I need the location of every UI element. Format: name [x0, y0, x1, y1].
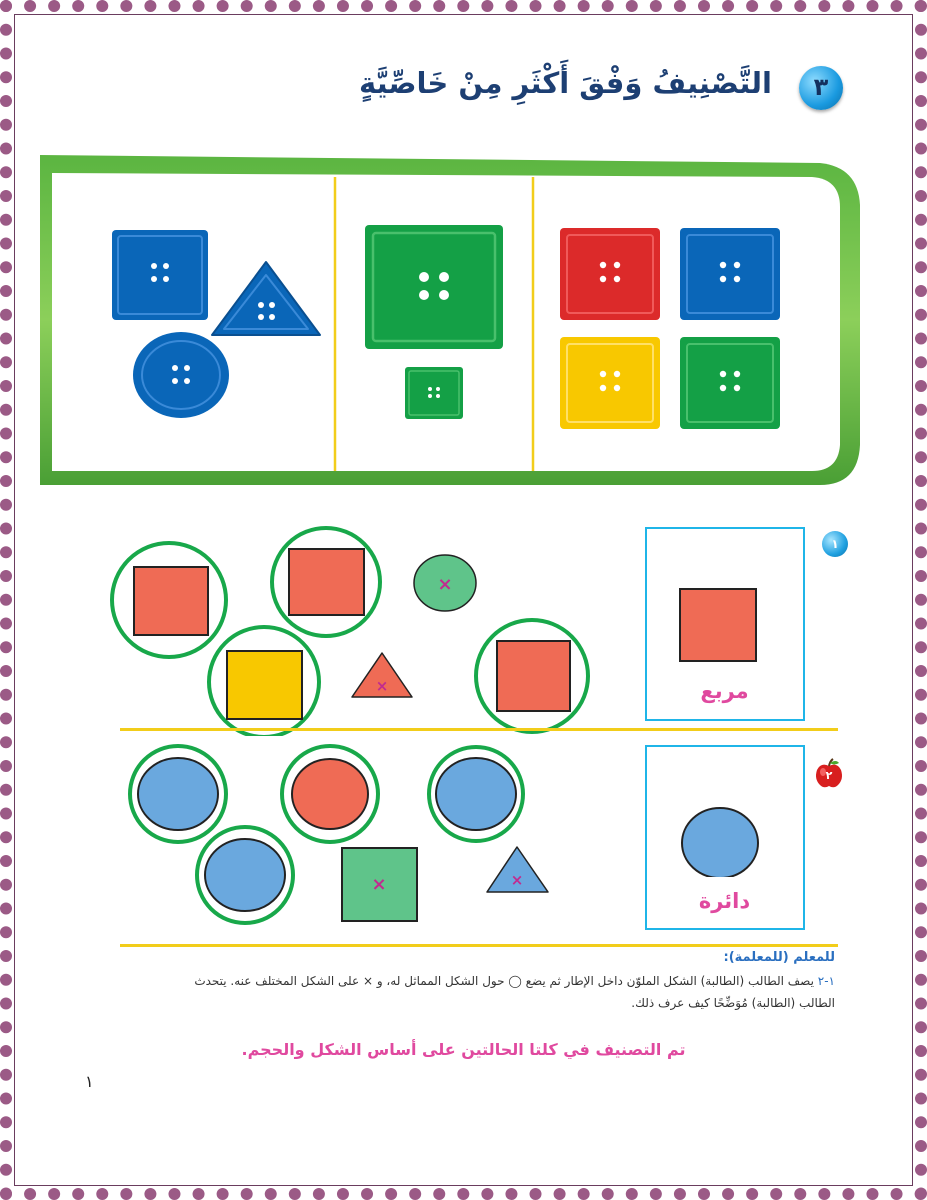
exercise-1-shapes	[100, 520, 620, 736]
cross-mark: ×	[510, 871, 524, 889]
circled-circle-2[interactable]	[429, 747, 523, 841]
exercise-2-label: دائرة	[698, 889, 751, 913]
circled-square-3[interactable]	[476, 620, 588, 732]
blue-square-button	[112, 230, 208, 320]
teacher-notes-line-number: ١-٢	[817, 974, 835, 988]
reference-square	[680, 589, 756, 661]
circled-square-yellow[interactable]	[209, 627, 319, 736]
blue-circle-button	[133, 332, 229, 418]
teacher-notes-line-1-text: يصف الطالب (الطالبة) الشكل الملوّن داخل الإطار ثم يضع ◯ حول الشكل المماثل له، و × على الشكل المختلف عنه. يتحدث	[194, 974, 814, 988]
teacher-notes-title: للمعلم (للمعلمة):	[723, 950, 835, 965]
illustration-panel	[0, 155, 880, 507]
exercise-2-badge-apple	[812, 757, 846, 795]
cross-mark: ×	[437, 574, 453, 595]
blue-square-button-2	[680, 228, 780, 320]
crossed-triangle-salmon[interactable]	[352, 653, 412, 697]
exercise-1-reference-box	[645, 527, 805, 721]
circled-circle-salmon[interactable]	[282, 746, 378, 842]
crossed-triangle-blue[interactable]	[487, 847, 548, 892]
lesson-title: التَّصْنِيفُ وَفْقَ أَكْثَرِ مِنْ خَاصِّيَّةٍ	[359, 66, 772, 100]
circled-square-2[interactable]	[272, 528, 380, 636]
answer-text: تم التصنيف في كلتا الحالتين على أساس الشكل والحجم.	[241, 1040, 686, 1059]
exercise-2-number: ٢	[825, 769, 833, 782]
cross-mark: ×	[375, 677, 389, 695]
circled-square-1[interactable]	[112, 543, 226, 657]
lesson-number-badge: ٣	[799, 66, 843, 110]
yellow-square-button	[560, 337, 660, 429]
reference-circle	[682, 808, 758, 877]
page-number: ١	[85, 1072, 94, 1091]
crossed-square-green[interactable]	[342, 848, 417, 921]
green-small-square-button	[405, 367, 463, 419]
green-square-button-2	[680, 337, 780, 429]
circled-circle-3[interactable]	[197, 827, 293, 923]
teacher-notes-line-2: الطالب (الطالبة) مُوَضِّحًا كيف عرف ذلك.	[631, 996, 835, 1010]
exercise-2-shapes	[100, 740, 620, 940]
circled-circle-1[interactable]	[130, 746, 226, 842]
crossed-circle-green[interactable]	[414, 555, 476, 611]
teacher-notes-line-1	[115, 970, 835, 992]
teacher-notes-text	[115, 970, 835, 1014]
red-square-button	[560, 228, 660, 320]
exercise-2-reference-box	[645, 745, 805, 930]
section-separator-2	[120, 944, 838, 947]
exercise-1-badge: ١	[822, 531, 848, 557]
cross-mark: ×	[371, 874, 387, 895]
exercise-1-label: مربع	[700, 679, 749, 703]
green-large-square-button	[365, 225, 503, 349]
section-separator-1	[120, 728, 838, 731]
